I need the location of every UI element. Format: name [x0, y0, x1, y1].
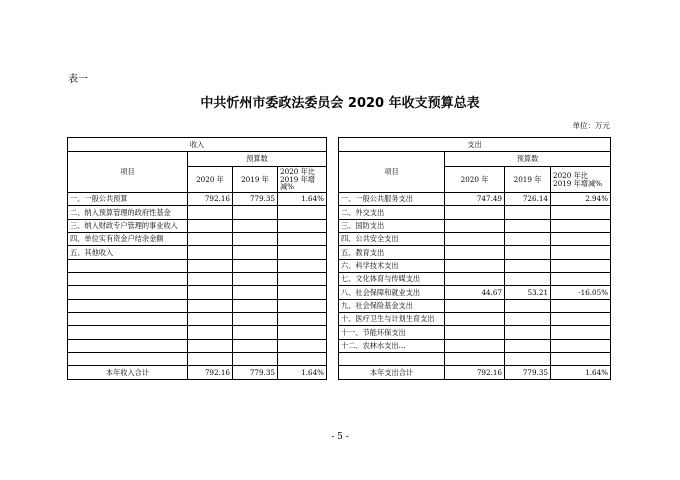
table-row: [68, 353, 611, 366]
income-item-cell: 五、其他收入: [68, 246, 188, 259]
income-item-cell: [68, 273, 188, 286]
income-2020-cell: [188, 313, 233, 326]
income-change-cell: [278, 246, 327, 259]
expense-item-cell: 十一、节能环保支出: [339, 326, 445, 339]
expense-2019-cell: [505, 206, 551, 219]
income-2019-cell: [233, 286, 278, 299]
expense-change-cell: [551, 233, 611, 246]
table-row: [68, 206, 611, 219]
income-2019-cell: [233, 219, 278, 232]
column-gap: [327, 353, 339, 366]
expense-2019-cell: [505, 326, 551, 339]
expense-2019-cell: [505, 299, 551, 312]
table-row: [68, 326, 611, 339]
income-total-label: 本年收入合计: [68, 366, 188, 379]
expense-item-cell: 五、教育支出: [339, 246, 445, 259]
income-change-cell: [278, 206, 327, 219]
column-gap: [327, 273, 339, 286]
expense-2019-cell: [505, 259, 551, 272]
column-gap: [327, 259, 339, 272]
income-2019-cell: [233, 313, 278, 326]
income-2020-cell: [188, 246, 233, 259]
expense-2019-cell: [505, 233, 551, 246]
income-change-cell: [278, 339, 327, 352]
income-item-cell: 一、一般公共预算: [68, 193, 188, 206]
budget-summary-table: [67, 137, 611, 380]
expense-item-cell: 十二、农林水支出…: [339, 339, 445, 352]
income-2019-cell: 779.35: [233, 193, 278, 206]
income-change-cell: [278, 299, 327, 312]
expense-total-2020: 792.16: [445, 366, 505, 379]
expense-change-cell: [551, 273, 611, 286]
expense-2019-cell: [505, 246, 551, 259]
income-item-cell: 四、单位实有资金户结余金额: [68, 233, 188, 246]
expense-col-2020: 2020 年: [445, 167, 505, 193]
column-gap: [327, 339, 339, 352]
budget-header-row: [68, 152, 611, 167]
expense-2020-cell: [445, 326, 505, 339]
total-row: [68, 366, 611, 379]
income-item-cell: [68, 326, 188, 339]
income-total-2020: 792.16: [188, 366, 233, 379]
income-change-cell: [278, 219, 327, 232]
expense-2020-cell: 747.49: [445, 193, 505, 206]
income-2020-cell: [188, 206, 233, 219]
expense-2020-cell: [445, 339, 505, 352]
income-2020-cell: [188, 233, 233, 246]
table-row: [68, 339, 611, 352]
income-budget-header: 预算数: [188, 152, 327, 167]
expense-2019-cell: [505, 219, 551, 232]
income-item-cell: [68, 313, 188, 326]
column-gap: [327, 219, 339, 232]
expense-change-cell: [551, 206, 611, 219]
expense-item-cell: 八、社会保障和就业支出: [339, 286, 445, 299]
table-row: [68, 299, 611, 312]
column-gap: [327, 246, 339, 259]
column-gap: [327, 313, 339, 326]
income-change-cell: [278, 259, 327, 272]
column-gap: [327, 167, 339, 193]
table-row: [68, 313, 611, 326]
income-2020-cell: [188, 286, 233, 299]
income-total-change: 1.64%: [278, 366, 327, 379]
income-item-cell: [68, 286, 188, 299]
expense-2020-cell: [445, 313, 505, 326]
income-item-cell: [68, 339, 188, 352]
expense-item-cell: 一、一般公共服务支出: [339, 193, 445, 206]
table-row: [68, 273, 611, 286]
expense-change-cell: [551, 246, 611, 259]
page-title: 中共忻州市委政法委员会 2020 年收支预算总表: [200, 96, 480, 111]
income-col-2020: 2020 年: [188, 167, 233, 193]
expense-item-cell: 四、公共安全支出: [339, 233, 445, 246]
expense-2020-cell: [445, 233, 505, 246]
expense-2020-cell: [445, 299, 505, 312]
income-change-cell: [278, 326, 327, 339]
expense-item-cell: 三、国防支出: [339, 219, 445, 232]
expense-2020-cell: 44.67: [445, 286, 505, 299]
expense-change-cell: [551, 353, 611, 366]
income-item-cell: [68, 259, 188, 272]
income-2020-cell: [188, 339, 233, 352]
expense-item-cell: 二、外交支出: [339, 206, 445, 219]
expense-change-cell: [551, 313, 611, 326]
income-2020-cell: [188, 259, 233, 272]
expense-budget-header: 预算数: [445, 152, 611, 167]
table-row: [68, 193, 611, 206]
income-2019-cell: [233, 273, 278, 286]
income-2019-cell: [233, 326, 278, 339]
expense-item-cell: 六、科学技术支出: [339, 259, 445, 272]
expense-2019-cell: [505, 273, 551, 286]
income-change-cell: 1.64%: [278, 193, 327, 206]
expense-2019-cell: [505, 339, 551, 352]
expense-item-header: 项目: [339, 152, 445, 193]
table-row: [68, 219, 611, 232]
expense-2020-cell: [445, 273, 505, 286]
expense-2020-cell: [445, 353, 505, 366]
expense-total-2019: 779.35: [505, 366, 551, 379]
table-row: [68, 259, 611, 272]
expense-change-cell: -16.05%: [551, 286, 611, 299]
expense-total-change: 1.64%: [551, 366, 611, 379]
income-2019-cell: [233, 206, 278, 219]
column-gap: [327, 233, 339, 246]
income-2020-cell: [188, 326, 233, 339]
income-section-header: 收入: [68, 138, 327, 152]
expense-2020-cell: [445, 206, 505, 219]
income-2019-cell: [233, 246, 278, 259]
expense-section-header: 支出: [339, 138, 611, 152]
section-header-row: [68, 138, 611, 152]
income-total-2019: 779.35: [233, 366, 278, 379]
column-gap: [327, 193, 339, 206]
income-2020-cell: 792.16: [188, 193, 233, 206]
table-row: [68, 233, 611, 246]
expense-item-cell: 七、文化体育与传媒支出: [339, 273, 445, 286]
income-change-cell: [278, 233, 327, 246]
income-change-cell: [278, 353, 327, 366]
expense-2020-cell: [445, 246, 505, 259]
expense-change-cell: [551, 326, 611, 339]
income-item-cell: 二、纳入预算管理的政府性基金: [68, 206, 188, 219]
income-2019-cell: [233, 339, 278, 352]
income-item-cell: [68, 353, 188, 366]
income-change-cell: [278, 273, 327, 286]
expense-change-cell: 2.94%: [551, 193, 611, 206]
page-number: - 5 -: [331, 432, 349, 442]
expense-col-2019: 2019 年: [505, 167, 551, 193]
income-2019-cell: [233, 299, 278, 312]
expense-2020-cell: [445, 219, 505, 232]
unit-label: 单位：万元: [572, 121, 610, 130]
column-gap: [327, 366, 339, 379]
income-item-header: 项目: [68, 152, 188, 193]
table-row: [68, 286, 611, 299]
expense-change-cell: [551, 339, 611, 352]
income-2020-cell: [188, 353, 233, 366]
income-col-change: 2020 年比 2019 年增减%: [278, 167, 327, 193]
expense-col-change: 2020 年比 2019 年增减%: [551, 167, 611, 193]
income-2019-cell: [233, 259, 278, 272]
column-gap: [327, 326, 339, 339]
income-item-cell: 三、纳入财政专户管理的事业收入: [68, 219, 188, 232]
income-col-2019: 2019 年: [233, 167, 278, 193]
table-body: [68, 193, 611, 366]
income-2019-cell: [233, 353, 278, 366]
expense-2019-cell: [505, 313, 551, 326]
expense-2019-cell: 53.21: [505, 286, 551, 299]
column-gap: [327, 286, 339, 299]
expense-item-cell: 九、社会保险基金支出: [339, 299, 445, 312]
expense-change-cell: [551, 299, 611, 312]
income-2020-cell: [188, 273, 233, 286]
expense-change-cell: [551, 219, 611, 232]
expense-2020-cell: [445, 259, 505, 272]
income-change-cell: [278, 313, 327, 326]
income-2020-cell: [188, 219, 233, 232]
column-gap: [327, 138, 339, 167]
expense-change-cell: [551, 259, 611, 272]
income-2019-cell: [233, 233, 278, 246]
column-gap: [327, 299, 339, 312]
income-change-cell: [278, 286, 327, 299]
income-2020-cell: [188, 299, 233, 312]
expense-item-cell: [339, 353, 445, 366]
column-gap: [327, 206, 339, 219]
expense-2019-cell: 726.14: [505, 193, 551, 206]
table-row: [68, 246, 611, 259]
expense-total-label: 本年支出合计: [339, 366, 445, 379]
table-label: 表一: [68, 74, 88, 85]
expense-item-cell: 十、医疗卫生与计划生育支出: [339, 313, 445, 326]
expense-2019-cell: [505, 353, 551, 366]
income-item-cell: [68, 299, 188, 312]
